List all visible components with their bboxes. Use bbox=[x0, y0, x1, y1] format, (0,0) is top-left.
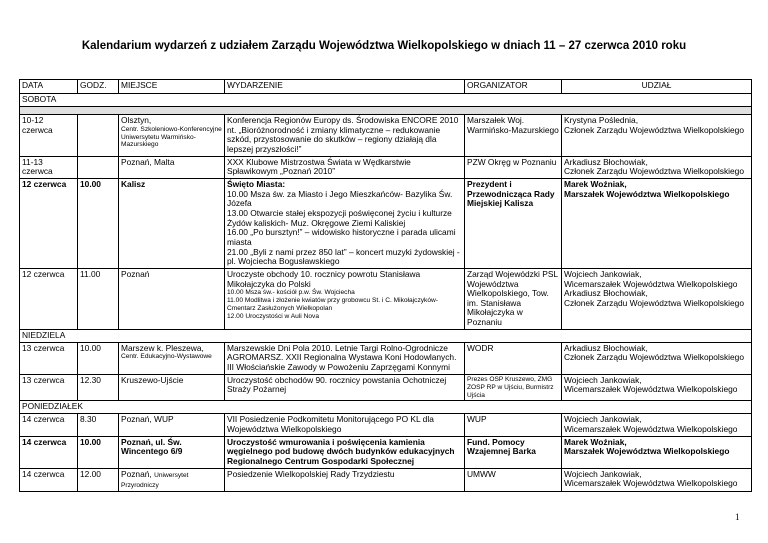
cell-event bbox=[225, 178, 465, 268]
cell-organizer: Zarząd Wojewódzki PSL Województwa Wielkopolskiego, Tow. im. Stanisława Mikołajczyka w Poznaniu bbox=[465, 268, 562, 329]
header-date: DATA bbox=[20, 80, 78, 94]
table-row bbox=[20, 468, 752, 491]
cell-organizer: PZW Okręg w Poznaniu bbox=[465, 156, 562, 178]
cell-time: 10.00 bbox=[78, 178, 119, 268]
page-number: 1 bbox=[735, 512, 740, 522]
cell-participation bbox=[562, 342, 752, 374]
table-row bbox=[20, 115, 752, 157]
cell-event: Konferencja Regionów Europy ds. Środowiska ENCORE 2010 nt. „Bioróżnorodność i zmiany klimatyczne – redukowanie szkód, przystosowanie do skutków – regiony działają dla lepszej przyszłości!” bbox=[225, 115, 465, 157]
cell-time: 12.30 bbox=[78, 374, 119, 401]
date-text: 11-13 czerwca bbox=[22, 156, 53, 177]
section-label: SOBOTA bbox=[20, 94, 752, 107]
cell-date: 13 czerwca bbox=[20, 342, 78, 374]
place-detail: Centr. Edukacyjno-Wystawowe bbox=[121, 353, 212, 361]
cell-place: Kalisz bbox=[119, 178, 225, 268]
participation-text: Krystyna Poślednia, Członek Zarządu Województwa Wielkopolskiego bbox=[564, 115, 744, 135]
table-row bbox=[20, 178, 752, 268]
cell-organizer: Prezes OSP Kruszewo, ZMG ZOSP RP w Ujściu, Burmistrz Ujścia bbox=[465, 374, 562, 401]
cell-time: 10.00 bbox=[78, 436, 119, 468]
participation-text: Marek Woźniak, Marszałek Województwa Wielkopolskiego bbox=[564, 178, 730, 199]
event-program: 10.00 Msza św.- kościół p.w. Św. Wojciecha 11.00 Modlitwa i złożenie kwiatów przy grobowcu St. i C. Mikołajczyków- Cmentarz Zasłużonych Wielkopolan 12.00 Uroczystości w Auli Nova bbox=[227, 289, 438, 320]
section-label: PONIEDZIAŁEK bbox=[20, 401, 752, 414]
cell-place bbox=[119, 468, 225, 491]
cell-participation bbox=[562, 436, 752, 468]
participation-text: Arkadiusz Błochowiak, Członek Zarządu Województwa Wielkopolskiego bbox=[564, 156, 744, 177]
header-time: GODZ. bbox=[78, 80, 119, 94]
section-row-saturday bbox=[20, 94, 752, 107]
table-row bbox=[20, 268, 752, 329]
cell-place bbox=[119, 115, 225, 157]
cell-place: Poznań bbox=[119, 268, 225, 329]
header-event: WYDARZENIE bbox=[225, 80, 465, 94]
cell-event: XXX Klubowe Mistrzostwa Świata w Wędkarstwie Spławikowym „Poznań 2010” bbox=[225, 156, 465, 178]
cell-participation bbox=[562, 468, 752, 491]
place-text: Olsztyn, bbox=[121, 115, 152, 125]
participation-text: Wojciech Jankowiak, Wicemarszałek Województwa Wielkopolskiego bbox=[564, 414, 738, 435]
calendar-table bbox=[19, 79, 752, 492]
cell-date: 14 czerwca bbox=[20, 436, 78, 468]
place-text: Poznań, bbox=[121, 468, 152, 479]
event-program: 10.00 Msza św. za Miasto i Jego Mieszkańców- Bazylika Św. Józefa 13.00 Otwarcie stałej ekspozycji poświęconej życiu i kulturze Żydów kaliskich- Muz. Okręgowe Ziemi Kaliskiej 16.00 „Po bursztyn!” – widowisko historyczne i parada ulicami miasta 21.00 „Byli z nami przez 850 lat” – koncert muzyki żydowskiej - pl. Wojciecha Bogusławskiego bbox=[227, 188, 460, 267]
cell-place: Kruszewo-Ujście bbox=[119, 374, 225, 401]
event-title: Święto Miasta: bbox=[227, 178, 286, 189]
table-row bbox=[20, 414, 752, 436]
cell-time bbox=[78, 115, 119, 157]
cell-participation bbox=[562, 115, 752, 157]
cell-date: 12 czerwca bbox=[20, 178, 78, 268]
cell-event: Posiedzenie Wielkopolskiej Rady Trzydziestu bbox=[225, 468, 465, 491]
place-detail: Centr. Szkoleniowo-Konferencyjne Uniwersytetu Warmińsko-Mazurskiego bbox=[121, 125, 222, 149]
cell-date bbox=[20, 156, 78, 178]
participation-text: Arkadiusz Błochowiak, Członek Zarządu Województwa Wielkopolskiego bbox=[564, 342, 744, 363]
cell-organizer: WODR bbox=[465, 342, 562, 374]
cell-place: Poznań, WUP bbox=[119, 414, 225, 436]
separator-row bbox=[20, 107, 752, 115]
cell-place: Poznań, ul. Św. Wincentego 6/9 bbox=[119, 436, 225, 468]
header-participation: UDZIAŁ bbox=[562, 80, 752, 94]
table-row bbox=[20, 342, 752, 374]
cell-event: Uroczystość wmurowania i poświęcenia kamienia węgielnego pod budowę dwóch budynków edukacyjnych Regionalnego Centrum Gospodarki Społecznej bbox=[225, 436, 465, 468]
cell-date: 14 czerwca bbox=[20, 468, 78, 491]
cell-organizer: WUP bbox=[465, 414, 562, 436]
cell-date: 14 czerwca bbox=[20, 414, 78, 436]
cell-event: Uroczystość obchodów 90. rocznicy powstania Ochotniczej Straży Pożarnej bbox=[225, 374, 465, 401]
cell-event bbox=[225, 268, 465, 329]
section-row-sunday bbox=[20, 329, 752, 342]
cell-event: Marszewskie Dni Pola 2010. Letnie Targi Rolno-Ogrodnicze AGROMARSZ. XXII Regionalna Wystawa Koni Hodowlanych. III Włościańskie Zawody w Powożeniu Zaprzęgami Konnymi bbox=[225, 342, 465, 374]
place-detail: Uniwersytet Przyrodniczy bbox=[121, 471, 189, 489]
place-text: Marszew k. Pleszewa, bbox=[121, 342, 204, 353]
header-row bbox=[20, 80, 752, 94]
header-organizer: ORGANIZATOR bbox=[465, 80, 562, 94]
cell-time bbox=[78, 156, 119, 178]
cell-time: 8.30 bbox=[78, 414, 119, 436]
cell-organizer: Prezydent i Przewodnicząca Rady Miejskiej Kalisza bbox=[465, 178, 562, 268]
cell-participation bbox=[562, 414, 752, 436]
cell-event: VII Posiedzenie Podkomitetu Monitorującego PO KL dla Województwa Wielkopolskiego bbox=[225, 414, 465, 436]
cell-date bbox=[20, 115, 78, 157]
cell-organizer: UMWW bbox=[465, 468, 562, 491]
section-row-monday bbox=[20, 401, 752, 414]
table-row bbox=[20, 436, 752, 468]
table-row bbox=[20, 156, 752, 178]
cell-participation bbox=[562, 374, 752, 401]
section-label: NIEDZIELA bbox=[20, 329, 752, 342]
cell-time: 11.00 bbox=[78, 268, 119, 329]
participation-text: Wojciech Jankowiak, Wicemarszałek Województwa Wielkopolskiego Arkadiusz Błochowiak, Członek Zarządu Województwa Wielkopolskiego bbox=[564, 268, 744, 308]
cell-date: 12 czerwca bbox=[20, 268, 78, 329]
document-title: Kalendarium wydarzeń z udziałem Zarządu Województwa Wielkopolskiego w dniach 11 – 27 czerwca 2010 roku bbox=[81, 40, 687, 52]
header-place: MIEJSCE bbox=[119, 80, 225, 94]
event-text: Uroczyste obchody 10. rocznicy powrotu Stanisława Mikołajczyka do Polski bbox=[227, 268, 421, 289]
table-row bbox=[20, 374, 752, 401]
cell-participation bbox=[562, 156, 752, 178]
cell-participation bbox=[562, 178, 752, 268]
cell-time: 12.00 bbox=[78, 468, 119, 491]
cell-organizer: Marszałek Woj. Warmińsko-Mazurskiego bbox=[465, 115, 562, 157]
participation-text: Wojciech Jankowiak, Wicemarszałek Województwa Wielkopolskiego bbox=[564, 468, 738, 489]
date-text: 10-12 czerwca bbox=[22, 115, 53, 135]
cell-place: Poznań, Malta bbox=[119, 156, 225, 178]
cell-time: 10.00 bbox=[78, 342, 119, 374]
participation-text: Wojciech Jankowiak, Wicemarszałek Województwa Wielkopolskiego bbox=[564, 374, 738, 395]
cell-place bbox=[119, 342, 225, 374]
cell-date: 13 czerwca bbox=[20, 374, 78, 401]
cell-organizer: Fund. Pomocy Wzajemnej Barka bbox=[465, 436, 562, 468]
participation-text: Marek Woźniak, Marszałek Województwa Wielkopolskiego bbox=[564, 436, 730, 457]
cell-participation bbox=[562, 268, 752, 329]
